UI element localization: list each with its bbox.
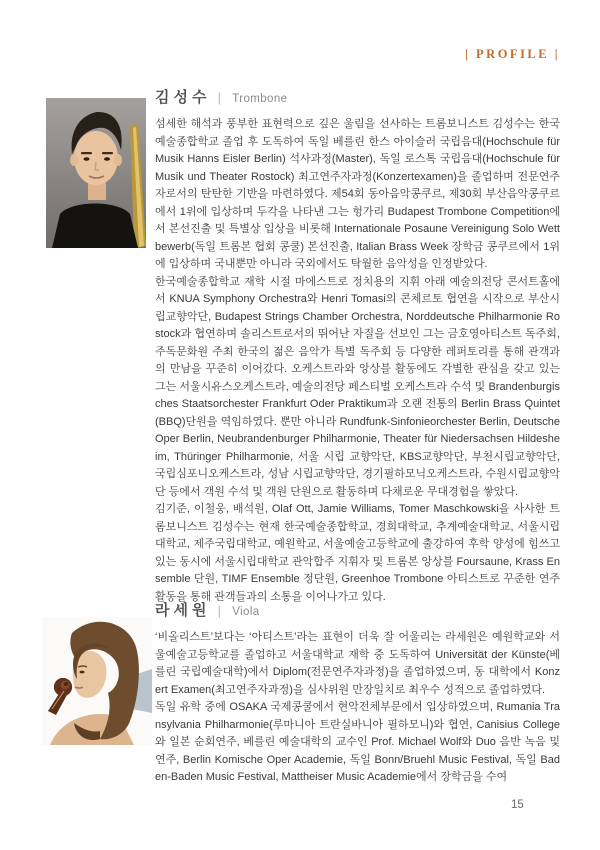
name-instrument-separator: | bbox=[217, 90, 222, 105]
trombonist-portrait-photo bbox=[46, 98, 146, 248]
profile-section-trombone bbox=[40, 88, 560, 606]
musician-bio bbox=[155, 116, 560, 606]
photo-column bbox=[40, 601, 155, 745]
bio-paragraph: 독일 유학 중에 OSAKA 국제콩쿨에서 현악전체부문에서 입상하였으며, Rumania Transylvania Philharmonie(루마니아 트란실바니아 필하모니)와 협연, Canisius College와 일본 순회연주, 베를린 예술대학의 교수인 Prof. Michael Wolf와 Duo 음반 녹음 및 연주, Berlin Komische Oper Academie, 독일 Bonn/Bruehl Music Festival, 독일 Baden-Baden Music Festival, Mattheiser Music Academie에서 장학금을 수여 bbox=[155, 701, 560, 783]
violist-portrait-photo bbox=[42, 617, 152, 745]
musician-instrument: Trombone bbox=[232, 93, 288, 105]
name-instrument-separator: | bbox=[217, 603, 222, 618]
profile-heading bbox=[155, 88, 560, 109]
bio-paragraph: 한국예술종합학교 재학 시절 마에스트로 정치용의 지휘 아래 예술의전당 콘서트홀에서 KNUA Symphony Orchestra와 Henri Tomasi의 콘체르토 협연을 시작으로 부산시립교향악단, Budapest Strings Chamber Orchestra, Norddeutsche Philharmonie Rostock과 협연하며 솔리스트로서의 뛰어난 자질을 선보인 그는 금호영아티스트 독주회, 주독문화원 주최 한국의 젊은 음악가 특별 독주회 등 다양한 레퍼토리를 통해 관객과의 만남을 꾸준히 이어갔다. 오케스트라와 앙상블 활동에도 각별한 관심을 갖고 있는 그는 서울시유스오케스트라, 예술의전당 페스티벌 오케스트라 수석 및 Brandenburgisches Staatsorchester Frankfurt Oder Praktikum과 오랜 전통의 Berlin Brass Quintet(BBQ)단원을 역임하였다. 뿐만 아니라 Rundfunk-Sinfonieorchester Berlin, Deutsche Oper Berlin, Neubrandenburger Philharmonie, Theater für Niedersachsen Hildesheim, Thüringer Philharmonie, 서울 시립 교향악단, KBS교향악단, 부천시립교향악단, 국립심포니오케스트라, 성남 시립교향악단, 경기필하모닉오케스트라, 수원시립교향악단 등에서 객원 수석 및 객원 단원으로 활동하며 다채로운 무대경험을 쌓았다. bbox=[155, 275, 560, 498]
musician-instrument: Viola bbox=[232, 606, 260, 618]
bio-paragraph: 김기준, 이철웅, 배석원, Olaf Ott, Jamie Williams, Tomer Maschkowski을 사사한 트롬보니스트 김성수는 현재 한국예술종합학교, 경희대학교, 추계예술대학교, 서울시립대학교, 제주국립대학교, 예원학교, 서울예술고등학교에 출강하여 후학 양성에 힘쓰고 있는 동시에 서울시립대학교 관악합주 지휘자 및 트롬본 앙상블 Foursaune, Krass Ensemble 단원, TIMF Ensemble 정단원, Greenhoe Trombone 아티스트로 꾸준한 연주활동을 통해 관객들과의 소통을 이어나가고 있다. bbox=[155, 503, 560, 603]
trombonist-portrait-illustration bbox=[46, 98, 146, 248]
profile-section-label: | PROFILE | bbox=[465, 47, 560, 61]
profile-text-column bbox=[155, 88, 560, 606]
musician-name: 라세원 bbox=[155, 602, 211, 619]
profile-text-column bbox=[155, 601, 560, 787]
musician-bio bbox=[155, 629, 560, 787]
profile-heading bbox=[155, 601, 560, 622]
musician-name: 김성수 bbox=[155, 89, 211, 106]
page-number: 15 bbox=[511, 799, 524, 811]
violist-portrait-illustration bbox=[42, 617, 152, 745]
bio-paragraph: ‘비올리스트’보다는 ‘아티스트’라는 표현이 더욱 잘 어울리는 라세원은 예원학교와 서울예술고등학교를 졸업하고 서울대학교 재학 중 도독하여 Universität der Künste(베를린 국립예술대학)에서 Diplom(전문연주자과정)을 졸업하였으며, 동 대학에서 Konzert Examen(최고연주자과정)을 심사위원 만장일치로 최우수 성적으로 졸업하였다. bbox=[155, 631, 560, 696]
photo-column bbox=[40, 88, 155, 248]
bio-paragraph: 섬세한 해석과 풍부한 표현력으로 깊은 울림을 선사하는 트롬보니스트 김성수는 한국예술종합학교 졸업 후 도독하여 독일 베를린 한스 아이슬러 국립음대(Hochschule für Musik Hanns Eisler Berlin) 석사과정(Master), 독일 로스톡 국립음대(Hochschule für Musik und Theater Rostock) 최고연주자과정(Konzertexamen)을 졸업하며 전문연주자로서의 탄탄한 기반을 마련하였다. 제54회 동아음악콩쿠르, 제30회 부산음악콩쿠르에서 1위에 입상하며 두각을 나타낸 그는 헝가리 Budapest Trombone Competition에서 본선진출 및 특별상 입상을 비롯해 Internationale Posaune Vereinigung Solo Wettbewerb(독일 트롬본 협회 콩쿨) 본선진출, Italian Brass Week 장학금 콩쿠르에서 1위에 입상하며 국내뿐만 아니라 국외에서도 탁월한 음악성을 인정받았다. bbox=[155, 118, 560, 270]
profile-section-viola bbox=[40, 601, 560, 787]
page-header bbox=[465, 47, 560, 62]
